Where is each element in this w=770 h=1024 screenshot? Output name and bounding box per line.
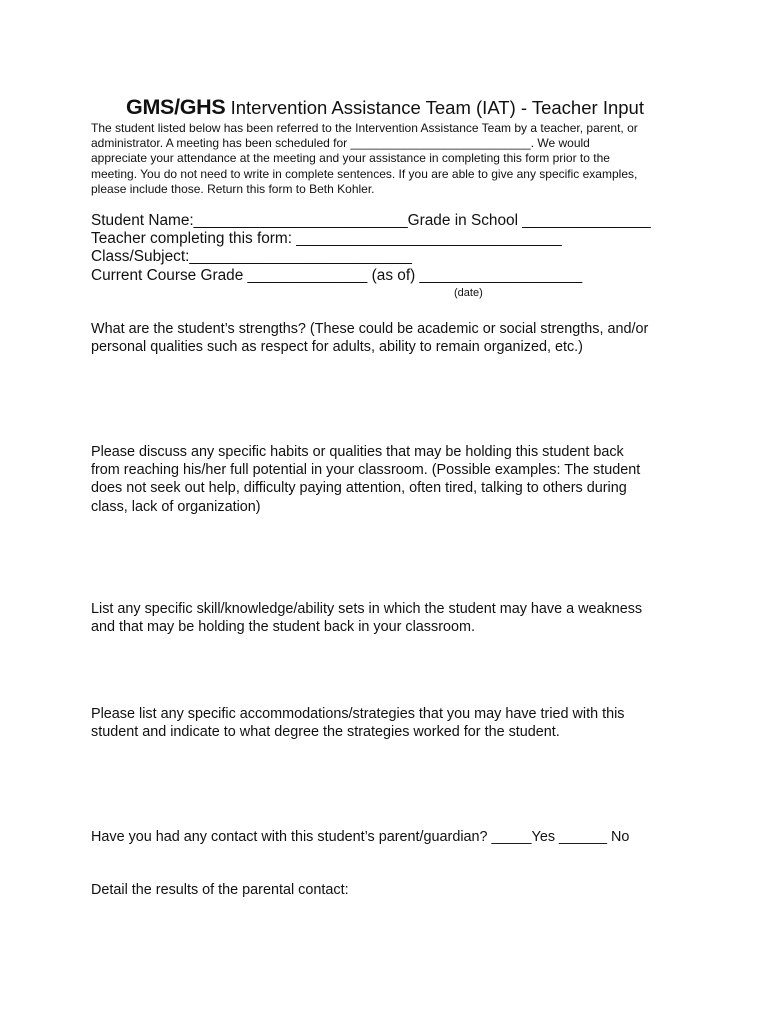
intro-line: The student listed below has been referred to the Intervention Assistance Team by a teacher, parent, or bbox=[91, 121, 638, 135]
date-caption: (date) bbox=[454, 287, 483, 299]
question-line: class, lack of organization) bbox=[91, 498, 261, 515]
habits-question bbox=[91, 443, 691, 516]
strengths-question bbox=[91, 320, 691, 356]
parent-contact-results-question bbox=[91, 881, 691, 899]
intro-line: appreciate your attendance at the meeting and your assistance in completing this form prior to the bbox=[91, 151, 610, 166]
question-line: does not seek out help, difficulty paying attention, often tired, talking to others during bbox=[91, 480, 627, 497]
intro-line: please include those. Return this form to Beth Kohler. bbox=[91, 181, 375, 196]
question-line: from reaching his/her full potential in your classroom. (Possible examples: The student bbox=[91, 462, 641, 479]
class-subject-field[interactable]: Class/Subject:__________________________ bbox=[91, 248, 412, 266]
question-line: What are the student’s strengths? (These could be academic or social strengths, and/or bbox=[91, 321, 649, 337]
intro-line: meeting. You do not need to write in complete sentences. If you are able to give any specific examples, bbox=[91, 166, 638, 181]
intro-paragraph bbox=[91, 121, 691, 197]
student-info-fields bbox=[91, 212, 711, 285]
question-line: and that may be holding the student back in your classroom. bbox=[91, 619, 475, 636]
parent-contact-yes-no-field[interactable]: Have you had any contact with this student’s parent/guardian? _____Yes ______ No bbox=[91, 829, 630, 845]
question-line: Detail the results of the parental contact: bbox=[91, 882, 349, 898]
accommodations-question bbox=[91, 705, 691, 741]
question-line: student and indicate to what degree the strategies worked for the student. bbox=[91, 724, 560, 741]
form-title-school: GMS/GHS bbox=[126, 95, 226, 119]
course-grade-field[interactable]: Current Course Grade ______________ (as of) ___________________ bbox=[91, 266, 583, 284]
parent-contact-question bbox=[91, 828, 691, 846]
form-title-name: Intervention Assistance Team (IAT) - Teacher Input bbox=[225, 97, 644, 118]
question-line: List any specific skill/knowledge/ability sets in which the student may have a weakness bbox=[91, 601, 643, 617]
form-title bbox=[0, 94, 770, 123]
teacher-field[interactable]: Teacher completing this form: _______________________________ bbox=[91, 230, 562, 248]
question-line: Please discuss any specific habits or qualities that may be holding this student back bbox=[91, 444, 624, 460]
intro-line: administrator. A meeting has been scheduled for ___________________________. We would bbox=[91, 136, 590, 151]
question-line: Please list any specific accommodations/strategies that you may have tried with this bbox=[91, 706, 625, 722]
student-name-grade-field[interactable]: Student Name:_________________________Grade in School _______________ bbox=[91, 212, 651, 229]
question-line: personal qualities such as respect for adults, ability to remain organized, etc.) bbox=[91, 339, 583, 356]
weakness-question bbox=[91, 600, 691, 636]
